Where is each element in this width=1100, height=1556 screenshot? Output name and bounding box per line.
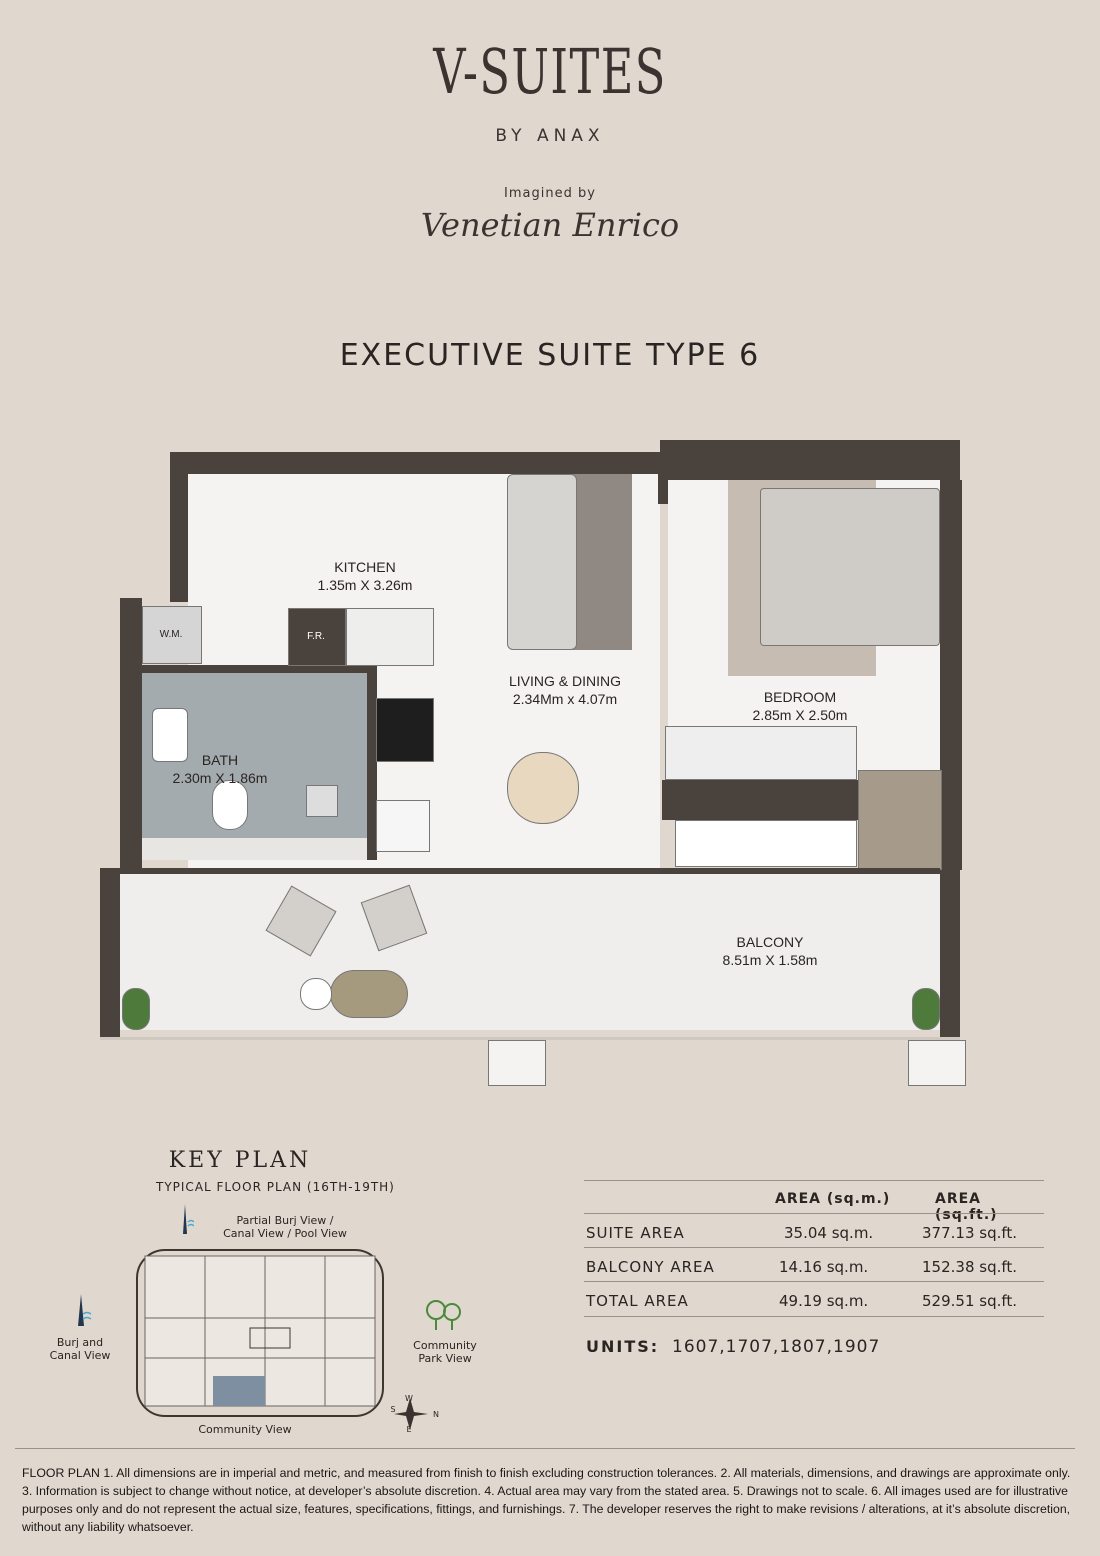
fr-label: F.R.: [307, 631, 325, 642]
row-label: BALCONY AREA: [586, 1258, 715, 1276]
bath-ledge: [142, 838, 367, 860]
living-size: 2.34Mm x 4.07m: [512, 691, 618, 707]
compass-w: W: [405, 1394, 413, 1403]
keyplan-view-bottom: Community View: [198, 1423, 292, 1436]
row-sqm: 14.16 sq.m.: [779, 1258, 869, 1276]
structural-column-left: [488, 1040, 546, 1086]
brand-logo: V-SUITES: [433, 35, 667, 108]
keyplan-highlight-unit: [213, 1376, 265, 1406]
row-sqft: 529.51 sq.ft.: [922, 1292, 1018, 1310]
compass-n: N: [433, 1410, 439, 1419]
wall-left-kitchen: [170, 452, 188, 602]
units-value: 1607,1707,1807,1907: [672, 1337, 881, 1357]
kitchen-sink: [346, 608, 434, 666]
page-title: EXECUTIVE SUITE TYPE 6: [339, 338, 761, 373]
sofa: [507, 474, 577, 650]
bed: [760, 488, 940, 646]
keyplan-view-top: Partial Burj View / Canal View / Pool View: [223, 1214, 347, 1240]
bath-wall-top: [142, 665, 377, 673]
shower-drain: [306, 785, 338, 817]
row-sqft: 377.13 sq.ft.: [922, 1224, 1018, 1242]
compass-s: S: [390, 1405, 396, 1414]
bath-label: [160, 751, 280, 787]
disclaimer-text: FLOOR PLAN 1. All dimensions are in imperial and metric, and measured from finish to finish excluding construction tolerances. 2. All materials, dimensions, and drawings are approximate only. 3. Information is subject to change without notice, at developer’s absolute discretion. 4. Actual area may vary from the stated area. 5. Drawings not to scale. 6. All images used are for illustrative purposes only and do not represent the actual size, features, specifications, fittings, and furnishings. 7. The developer reserves the right to make revisions / alterations, at it’s absolute discretion, without any liability whatsoever.: [22, 1466, 1071, 1534]
bedroom-name: BEDROOM: [763, 689, 837, 705]
keyplan-subtitle: TYPICAL FLOOR PLAN (16TH-19TH): [156, 1180, 395, 1194]
balcony-table: [330, 970, 408, 1018]
living-name: LIVING & DINING: [508, 673, 622, 689]
kitchen-name: KITCHEN: [334, 559, 396, 575]
row-sqm: 35.04 sq.m.: [784, 1224, 874, 1242]
plant-left: [122, 988, 150, 1030]
balcony-name: BALCONY: [736, 934, 804, 950]
compass-e: E: [406, 1425, 412, 1434]
wall-top-left: [170, 452, 660, 474]
balcony-stool: [300, 978, 332, 1010]
brand-subtitle: BY ANAX: [495, 126, 605, 146]
table-row: [584, 1213, 1044, 1248]
living-label: [485, 672, 645, 708]
wardrobe: [675, 820, 857, 867]
floor-plan: [100, 440, 980, 1090]
area-table-header: [584, 1180, 1044, 1223]
kitchen-size: 1.35m X 3.26m: [317, 577, 413, 593]
row-label: TOTAL AREA: [586, 1292, 689, 1310]
keyplan-view-left: Burj and Canal View: [49, 1336, 111, 1362]
row-sqm: 49.19 sq.m.: [779, 1292, 869, 1310]
burj-icon: [176, 1204, 194, 1236]
dining-table: [507, 752, 579, 824]
wall-balcony-right: [940, 868, 960, 1038]
keyplan-map: [135, 1248, 385, 1418]
wardrobe-wall: [662, 780, 858, 820]
row-label: SUITE AREA: [586, 1224, 685, 1242]
imagined-by-label: Imagined by: [504, 186, 596, 201]
wall-balcony-left: [100, 868, 120, 1038]
row-sqft: 152.38 sq.ft.: [922, 1258, 1018, 1276]
wm-label: W.M.: [159, 629, 183, 640]
wardrobe-rail: [665, 726, 857, 780]
bedroom-label: [720, 688, 880, 724]
divider: [15, 1448, 1075, 1449]
header-sqm: AREA (sq.m.): [775, 1191, 891, 1207]
wall-right: [940, 480, 962, 870]
bedroom-size: 2.85m X 2.50m: [752, 707, 848, 723]
park-tree-icon: [424, 1298, 464, 1332]
cooktop: [376, 698, 434, 762]
wall-left-bath: [120, 598, 142, 868]
structural-column-right: [908, 1040, 966, 1086]
header-sqft: AREA (sq.ft.): [935, 1191, 998, 1223]
units-label: UNITS:: [586, 1337, 660, 1356]
kitchen-label: [300, 558, 430, 594]
kitchen-shaft: [376, 800, 430, 852]
burj-canal-icon: [73, 1294, 95, 1328]
bedroom-dresser: [858, 770, 942, 870]
keyplan-title: KEY PLAN: [168, 1148, 312, 1173]
table-row: [584, 1247, 1044, 1282]
plant-right: [912, 988, 940, 1030]
table-row: [584, 1281, 1044, 1317]
wall-top-right: [660, 440, 960, 480]
toilet: [212, 780, 248, 830]
bath-name: BATH: [201, 752, 239, 768]
balcony-wall: [120, 868, 940, 874]
bath-size: 2.30m X 1.86m: [172, 770, 268, 786]
balcony-size: 8.51m X 1.58m: [722, 952, 818, 968]
balcony-label: [690, 933, 850, 969]
keyplan-view-right: Community Park View: [413, 1339, 477, 1365]
designer-signature: Venetian Enrico: [420, 206, 680, 244]
partition-wall: [658, 474, 668, 504]
